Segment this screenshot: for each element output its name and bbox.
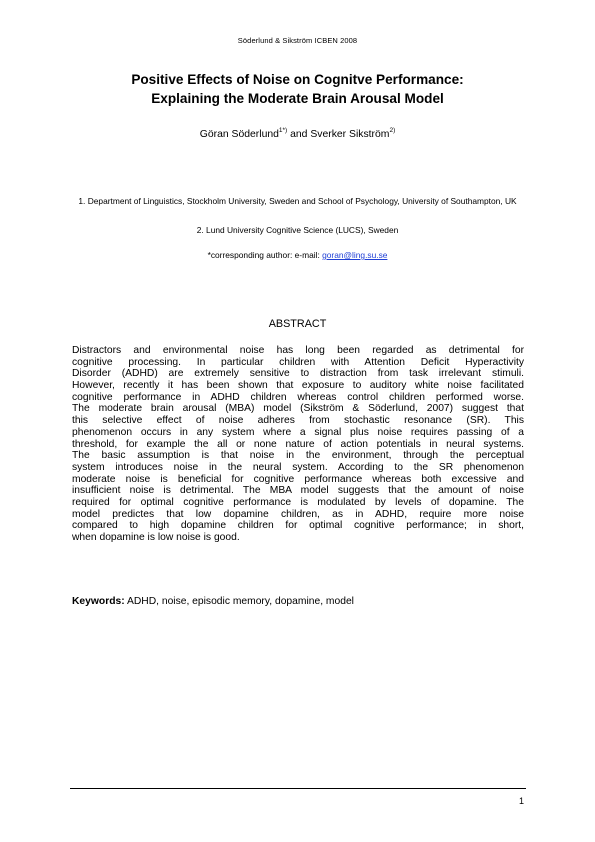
abstract-line: insufficient noise is detrimental. The MBA model suggests that the amount of noise [72, 485, 524, 497]
affiliation-2: 2. Lund University Cognitive Science (LUCS), Sweden [196, 225, 399, 235]
abstract-line: cognitive processing. In particular children with Attention Deficit Hyperactivity [72, 356, 524, 368]
paper-title-line-2: Explaining the Moderate Brain Arousal Model [151, 91, 444, 106]
abstract-line: this selective effect of noise adheres from stochastic resonance (SR). This [72, 415, 524, 427]
abstract-line: compared to high dopamine children for optimal cognitive performance; in short, [72, 520, 524, 532]
keywords-text: ADHD, noise, episodic memory, dopamine, model [124, 596, 354, 607]
abstract-line: cognitive performance in ADHD children whereas control children performed worse. [72, 391, 524, 403]
abstract-line: Disorder (ADHD) are extremely sensitive to distraction from task irrelevant stimuli. [72, 368, 524, 380]
corresponding-author-label: *corresponding author: e-mail: [207, 250, 323, 260]
paper-title-line-1: Positive Effects of Noise on Cognitve Performance: [131, 72, 464, 87]
abstract-heading: ABSTRACT [268, 318, 327, 330]
abstract-line: moderate noise is beneficial for cognitive performance whereas both excessive and [72, 473, 524, 485]
paper-title [60, 70, 535, 108]
author-name-2: Sverker Sikström [310, 129, 390, 140]
corresponding-author [70, 249, 525, 261]
author-line [0, 128, 595, 142]
abstract-line: However, recently it has been shown that exposure to auditory white noise facilitated [72, 380, 524, 392]
abstract-line: when dopamine is low noise is good. [72, 532, 240, 543]
abstract-line: The basic assumption is that noise in the environment, through the perceptual [72, 450, 524, 462]
abstract-line: model predictes that low dopamine children, as in ADHD, require more noise [72, 508, 524, 520]
abstract-line: system introduces noise in the neural system. According to the SR phenomenon [72, 461, 524, 473]
running-header: Söderlund & Sikström ICBEN 2008 [237, 36, 358, 45]
author-connector: and [287, 129, 311, 140]
keywords-label: Keywords: [72, 596, 125, 607]
author-1-affiliation-marker: 1*) [278, 127, 288, 134]
abstract-line: The moderate brain arousal (MBA) model (Sikström & Söderlund, 2007) suggest that [72, 403, 524, 415]
abstract-body [72, 345, 524, 544]
affiliation-1: 1. Department of Linguistics, Stockholm University, Sweden and School of Psychology, University of Southampton, UK [78, 196, 517, 206]
abstract-line: threshold, for example the all or none nature of action potentials in neural systems. [72, 438, 524, 450]
corresponding-email-link[interactable]: goran@ling.su.se [322, 250, 388, 260]
abstract-line: Distractors and environmental noise has long been regarded as detrimental for [72, 345, 524, 356]
page-number: 1 [518, 796, 524, 806]
abstract-line: phenomenon occurs in any system where a signal plus noise requires passing of a [72, 426, 524, 438]
footer-divider [70, 788, 526, 789]
keywords [72, 596, 524, 608]
abstract-line: required for optimal cognitive performance is modulated by levels of dopamine. The [72, 496, 524, 508]
author-name-1: Göran Söderlund [199, 129, 279, 140]
author-2-affiliation-marker: 2) [389, 127, 396, 134]
